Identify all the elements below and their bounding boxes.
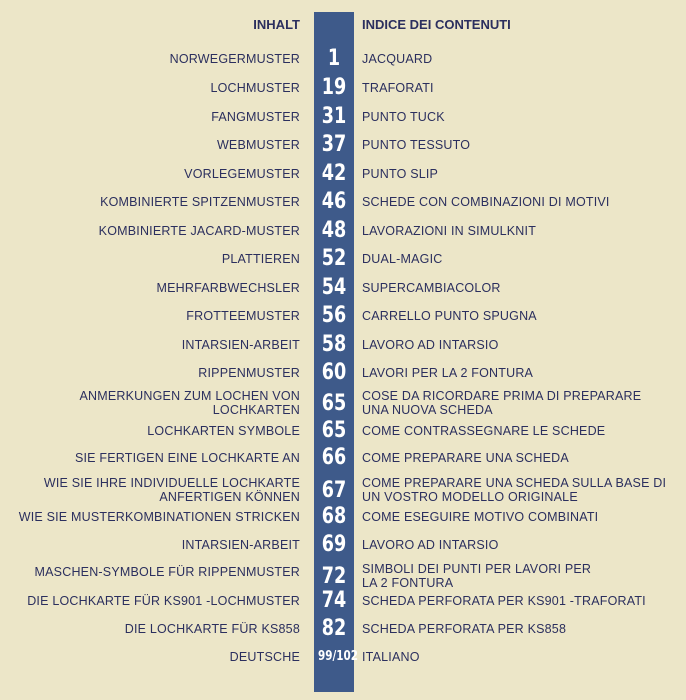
italian-entry: LAVORO AD INTARSIO xyxy=(362,538,499,552)
page-number: 65 xyxy=(321,418,347,443)
italian-entry: PUNTO TESSUTO xyxy=(362,138,471,152)
german-entry: LOCHKARTEN SYMBOLE xyxy=(147,424,300,438)
page-number: 46 xyxy=(321,189,347,214)
german-entry: MASCHEN-SYMBOLE FÜR RIPPENMUSTER xyxy=(34,565,300,579)
german-entry: WEBMUSTER xyxy=(216,138,300,152)
german-entry: VORLEGEMUSTER xyxy=(184,167,300,181)
page-number: 69 xyxy=(321,532,347,557)
page-number: 52 xyxy=(321,246,347,271)
italian-entry: LAVORO AD INTARSIO xyxy=(362,338,499,352)
page-number: 31 xyxy=(321,104,347,129)
german-entry: DIE LOCHKARTE FÜR KS901 -LOCHMUSTER xyxy=(27,594,300,608)
page-number: 42 xyxy=(321,161,347,186)
german-entry: ANMERKUNGEN ZUM LOCHEN VON LOCHKARTEN xyxy=(79,389,300,417)
page-number: 66 xyxy=(321,445,347,470)
german-entry: MEHRFARBWECHSLER xyxy=(156,281,300,295)
italian-entry: ITALIANO xyxy=(362,650,420,664)
italian-entry: CARRELLO PUNTO SPUGNA xyxy=(362,309,537,323)
page-number: 65 xyxy=(321,391,347,416)
german-entry: DIE LOCHKARTE FÜR KS858 xyxy=(124,622,300,636)
italian-entry: LAVORI PER LA 2 FONTURA xyxy=(362,366,534,380)
german-entry: NORWEGERMUSTER xyxy=(169,52,300,66)
page-number: 37 xyxy=(321,132,347,157)
page-number: 68 xyxy=(321,504,347,529)
italian-entry: DUAL-MAGIC xyxy=(362,252,443,266)
page-number: 56 xyxy=(321,303,347,328)
italian-entry: COME PREPARARE UNA SCHEDA SULLA BASE DI UN VOSTRO MODELLO ORIGINALE xyxy=(362,476,667,504)
german-entry: RIPPENMUSTER xyxy=(198,366,300,380)
german-entry: KOMBINIERTE SPITZENMUSTER xyxy=(100,195,300,209)
page-number: 99/102 xyxy=(318,649,358,664)
german-entry: LOCHMUSTER xyxy=(210,81,300,95)
italian-entry: SCHEDE CON COMBINAZIONI DI MOTIVI xyxy=(362,195,610,209)
italian-entry: SIMBOLI DEI PUNTI PER LAVORI PER LA 2 FONTURA xyxy=(362,562,592,590)
german-entry: FROTTEEMUSTER xyxy=(186,309,300,323)
italian-heading: INDICE DEI CONTENUTI xyxy=(362,17,511,32)
italian-entry: LAVORAZIONI IN SIMULKNIT xyxy=(362,224,537,238)
page-number: 48 xyxy=(321,218,347,243)
page-number: 74 xyxy=(321,588,347,613)
page-number: 67 xyxy=(321,478,347,503)
german-entry: INTARSIEN-ARBEIT xyxy=(181,338,300,352)
italian-entry: JACQUARD xyxy=(362,52,433,66)
italian-entry: PUNTO SLIP xyxy=(362,167,439,181)
german-entry: PLATTIEREN xyxy=(221,252,300,266)
german-entry: FANGMUSTER xyxy=(211,110,300,124)
page-number: 1 xyxy=(327,46,341,71)
german-entry: INTARSIEN-ARBEIT xyxy=(181,538,300,552)
german-heading: INHALT xyxy=(253,17,300,32)
page-number: 82 xyxy=(321,616,347,641)
italian-entry: TRAFORATI xyxy=(362,81,434,95)
german-entry: DEUTSCHE xyxy=(229,650,300,664)
italian-entry: SCHEDA PERFORATA PER KS858 xyxy=(362,622,567,636)
italian-entry: SCHEDA PERFORATA PER KS901 -TRAFORATI xyxy=(362,594,646,608)
german-entry: WIE SIE IHRE INDIVIDUELLE LOCHKARTE ANFERTIGEN KÖNNEN xyxy=(43,476,300,504)
italian-entry: COME CONTRASSEGNARE LE SCHEDE xyxy=(362,424,606,438)
italian-entry: COME PREPARARE UNA SCHEDA xyxy=(362,451,569,465)
german-entry: SIE FERTIGEN EINE LOCHKARTE AN xyxy=(74,451,300,465)
german-entry: KOMBINIERTE JACARD-MUSTER xyxy=(98,224,300,238)
page-number: 19 xyxy=(321,75,347,100)
page-number: 60 xyxy=(321,360,347,385)
page-number: 72 xyxy=(321,564,347,589)
italian-entry: SUPERCAMBIACOLOR xyxy=(362,281,501,295)
italian-entry: COME ESEGUIRE MOTIVO COMBINATI xyxy=(362,510,599,524)
italian-entry: COSE DA RICORDARE PRIMA DI PREPARARE UNA NUOVA SCHEDA xyxy=(362,389,642,417)
german-entry: WIE SIE MUSTERKOMBINATIONEN STRICKEN xyxy=(18,510,300,524)
page-number: 58 xyxy=(321,332,347,357)
page-number: 54 xyxy=(321,275,347,300)
italian-entry: PUNTO TUCK xyxy=(362,110,445,124)
